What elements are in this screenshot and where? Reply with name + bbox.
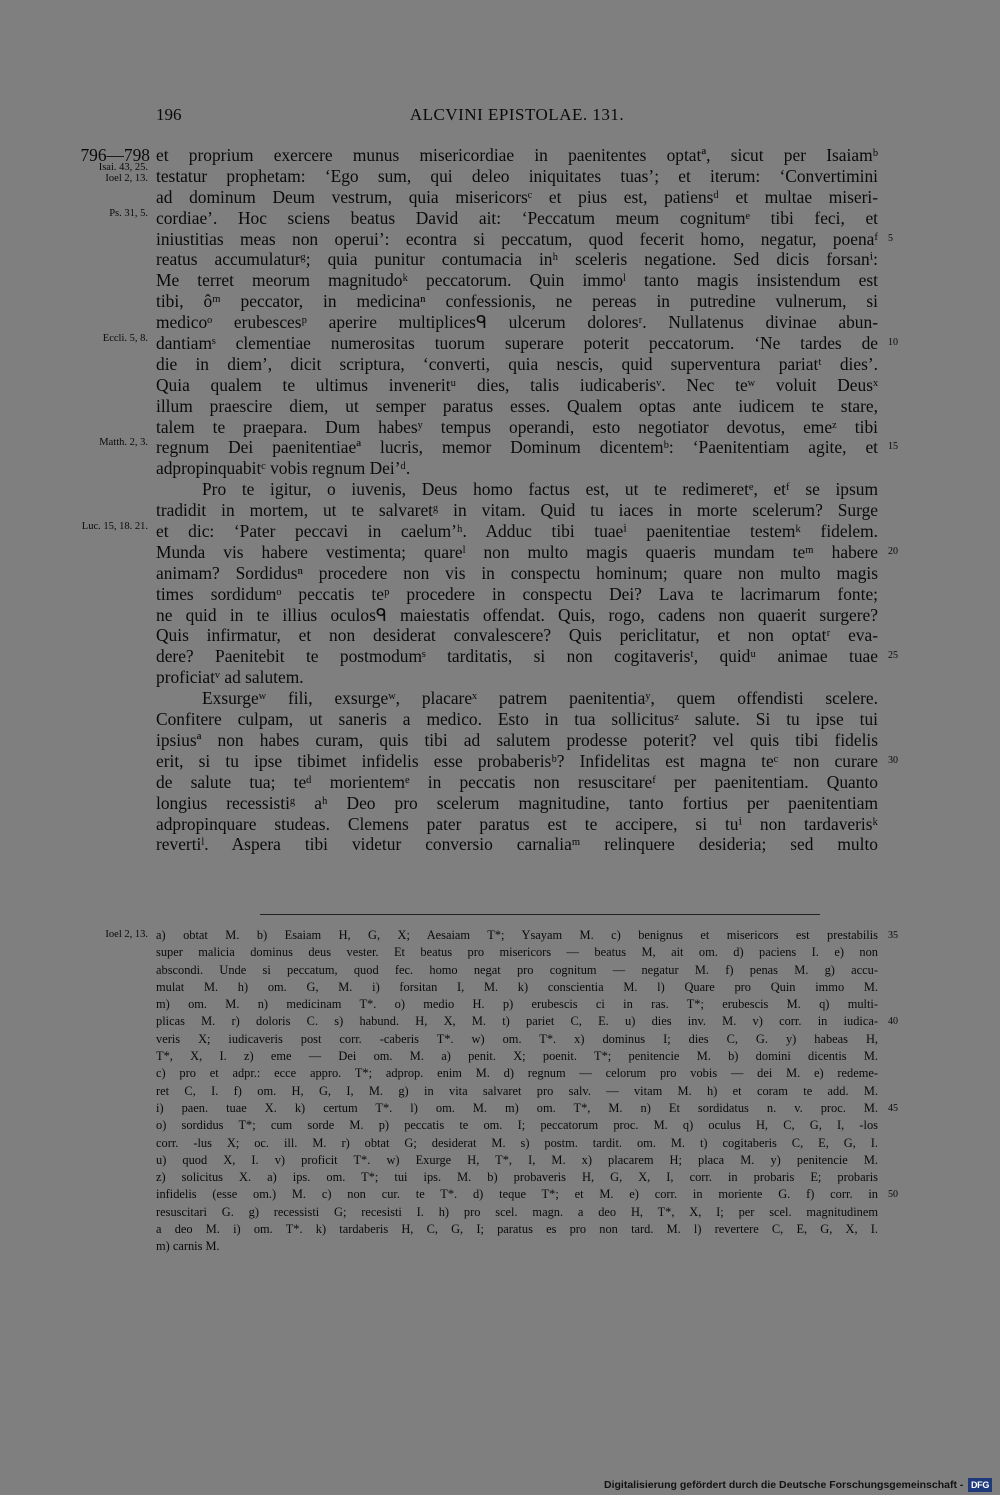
text-line-content: die in diem’, dicit scriptura, ‘converti, quia nescis, quid superventura pariatᵗ dies’. [156,353,878,374]
note-line-content: T*, X, I. z) eme — Dei om. M. a) penit. X; poenit. T*; penitencie M. b) domini dicentis M. [156,1049,878,1064]
text-line [156,709,878,730]
line-number: 25 [888,650,898,662]
text-line-content: proficiatᵛ ad salutem. [156,667,304,688]
note-line [156,1100,898,1117]
text-line-content: regnum Dei paenitentiaeª lucris, memor Dominum dicentemᵇ: ‘Paenitentiam agite, et [156,437,878,458]
line-number: 15 [888,441,898,453]
note-line [156,1238,878,1255]
text-line [98,161,878,187]
scripture-reference: Isai. 43, 25. Ioel 2, 13. [98,161,148,184]
text-line-content: longius recessistiᵍ aʰ Deo pro scelerum magnitudine, tanto fortius per paenitentiam [156,792,878,813]
main-text [80,145,898,855]
text-line-content: Quia qualem te ultimus inveneritᵘ dies, talis iudicaberisᵛ. Nec teʷ voluit Deusˣ [156,374,878,395]
note-line-content: infidelis (esse om.) M. c) non cur. te T*. d) teque T*; et M. e) corr. in moriente G. f) corr. in [156,1187,878,1202]
note-line-content: resuscitari G. g) recessisti G; recesisti I. h) pro scel. magn. a deo H, T*, X, I; per scel. magnitudinem [156,1204,878,1219]
text-line-content: adpropinquare studeas. Clemens pater paratus est te accipere, si tuⁱ non tardaverisᵏ [156,813,878,834]
note-line [156,1048,878,1065]
note-line-content: m) carnis M. [156,1239,220,1254]
text-line-content: tibi, ôᵐ peccator, in medicinaⁿ confessionis, ne pereas in putredine vulnerum, si [156,291,878,312]
page-header [156,105,878,129]
text-line [156,458,878,479]
text-line-content: talem te praepara. Dum habesʸ tempus operandi, esto negotiator devotus, emeᶻ tibi [156,416,878,437]
text-line-content: Pro te igitur, o iuvenis, Deus homo factus est, ut te redimeretᵉ, etᶠ se ipsum [202,479,878,500]
text-line [81,521,878,542]
line-number: 5 [888,232,893,244]
text-line [102,333,898,354]
text-line-content: times sordidumᵒ peccatis teᵖ procedere in conspectu Dei? Lava te lacrimarum fonte; [156,583,878,604]
note-line-content: corr. -lus X; oc. ill. M. r) obtat G; desiderat M. s) postm. tardit. om. M. t) cogitaberis C, E, G, I. [156,1135,878,1150]
note-line [156,979,878,996]
dfg-logo: DFG [968,1478,992,1492]
note-line-content: plicas M. r) doloris C. s) habund. H, X, M. t) pariet C, E. u) dies inv. M. v) corr. in iudica- [156,1014,878,1029]
page-number: 196 [156,105,182,124]
note-line [156,1135,878,1152]
text-line [156,814,878,835]
text-line-content: erit, si tu ipse tibimet infidelis esse probaberisᵇ? Infidelitas est magna teᶜ non curare [156,750,878,771]
text-line [99,437,898,458]
text-line-content: iniustitias meas non operui’: econtra si peccatum, quod fecerit homo, negatur, poenaᶠ [156,228,878,249]
text-line-content: animam? Sordidusⁿ procedere non vis in conspectu hominum; quare non multo magis [156,562,878,583]
scripture-reference: Ioel 2, 13. [105,929,148,940]
note-line-content: a) obtat M. b) Esaiam H, G, X; Aesaiam T*; Ysayam M. c) benignus et misericors est prestabilis [156,928,878,942]
text-line [156,228,893,250]
text-line-content: dere? Paenitebit te postmodumˢ tarditatis, si non cogitaverisᵗ, quidᵘ animae tuae [156,646,878,667]
text-line-content: dantiamˢ clementiae numerositas tuorum superare poterit peccatorum. ‘Ne tardes de [156,333,878,354]
text-line [156,625,878,646]
text-line-content: et dic: ‘Pater peccavi in caelum’ʰ. Adduc tibi tuaeⁱ paenitentiae testemᵏ fidelem. [156,521,878,542]
text-line-content: Confitere culpam, ut saneris a medico. Esto in tua sollicitusᶻ salute. Si tu ipse tui [156,709,878,730]
line-number: 20 [888,545,898,557]
text-line [156,563,878,584]
text-line-content: Munda vis habere vestimenta; quareˡ non multo magis quaeris mundam teᵐ habere [156,541,878,562]
note-line [156,1031,878,1048]
note-line-content: ret C, I. f) om. H, G, I, M. g) in vita salvaret pro salv. — vitam M. h) et coram te add. M. [156,1083,878,1098]
line-number: 45 [888,1102,898,1114]
text-line-content: Exsurgeʷ fili, exsurgeʷ, placareˣ patrem paenitentiaʸ, quem offendisti scelere. [202,688,878,709]
scripture-reference: Matth. 2, 3. [99,437,148,449]
scripture-reference: Eccli. 5, 8. [102,333,148,345]
text-line-content: Me terret meorum magnitudoᵏ peccatorum. Quin immoˡ tanto magis insistendum est [156,270,878,291]
line-number: 35 [888,930,898,941]
text-line-content: ne quid in te illius oculosᑫ maiestatis offendat. Quis, rogo, cadens non quaerit surgere? [156,604,878,625]
note-line [156,1013,898,1030]
note-line-content: z) solicitus X. a) ips. om. T*; tui ips. M. b) probaveris H, G, X, I, corr. in probaris E; probaris [156,1170,878,1185]
text-line [156,500,878,521]
text-line [156,354,878,375]
text-line [156,605,878,626]
apparatus-notes [105,927,898,1256]
text-line-content: de salute tua; teᵈ morientemᵉ in peccatis non resuscitareᶠ per paenitentiam. Quanto [156,771,878,792]
text-line [156,772,878,793]
date-range: 796—798 [80,145,150,165]
note-line-content: o) sordidus T*; cum sorde M. p) peccatis te om. I; peccatorum proc. M. q) oculus H, C, G, I, -los [156,1118,878,1133]
note-line-content: c) pro et adpr.: ecce appro. T*; adprop. enim M. d) regnum — celorum pro vobis — dei M. e) redeme- [156,1066,878,1081]
line-number: 50 [888,1189,898,1201]
funding-text: Digitalisierung gefördert durch die Deutsche Forschungsgemeinschaft - [604,1479,964,1491]
text-line-content: illum praescire diem, ut semper paratus esses. Qualem optas ante iudicem te stare, [156,395,878,416]
text-line [156,834,878,855]
text-line [156,479,878,500]
text-line [156,541,898,563]
text-line-content: testatur prophetam: ‘Ego sum, qui deleo iniquitates tuas’; et iterum: ‘Convertimini [156,165,878,186]
note-line [156,1169,878,1186]
text-line [156,730,878,751]
text-line [156,396,878,417]
text-line-content: ipsiusª non habes curam, quis tibi ad salutem prodesse poterit? vel quis tibi fidelis [156,729,878,750]
text-line [156,667,878,688]
text-line [80,145,878,166]
note-line [156,962,878,979]
note-line [156,1117,878,1134]
text-line-content: et proprium exercere munus misericordiae in paenitentes optatª, sicut per Isaiamᵇ [156,145,878,165]
text-line-content: cordiae’. Hoc sciens beatus David ait: ‘Peccatum meum cognitumᵉ tibi feci, et [156,207,878,228]
note-line-content: m) om. M. n) medicinam T*. o) medio H. p) erubescis ci in ras. T*; erubescis M. q) multi- [156,997,878,1012]
line-number: 10 [888,337,898,349]
footnote-rule [260,914,820,915]
note-line-content: veris X; iudicaveris post corr. -caberis T*. w) om. T*. x) dominus I; dies C, G. y) habeas H, [156,1031,878,1046]
note-line [156,1065,878,1082]
note-line [156,1186,898,1203]
text-line-content: ad dominum Deum vestrum, quia misericorsᶜ et pius est, patiensᵈ et multae miseri- [156,186,878,207]
text-line [109,207,878,229]
text-line-content: reatus accumulaturᵍ; quia punitur contumacia inʰ sceleris negatione. Sed dicis forsanⁱ: [156,249,878,270]
text-line [156,187,878,208]
text-line-content: Quis infirmatur, et non desiderat convalescere? Quis periclitatur, et non optatʳ eva- [156,625,878,646]
text-line [156,793,878,814]
text-line [156,249,878,270]
text-line-content: adpropinquabitᶜ vobis regnum Dei’ᵈ. [156,458,411,479]
line-number: 30 [888,754,898,766]
note-line [156,1221,878,1238]
note-line [156,1083,878,1100]
text-line [156,375,878,396]
note-line-content: super malicia dominus deus vester. Et beatus pro misericors — beatus M, ait om. d) paciens I. e) non [156,945,878,960]
text-line [156,646,898,667]
scripture-reference: Luc. 15, 18. 21. [81,521,148,533]
text-line [156,750,898,772]
note-line [156,1152,878,1169]
text-line [156,291,878,312]
note-line-content: a deo M. i) om. T*. k) tardaberis H, C, G, I; paratus es pro non tard. M. l) revertere C, E, G, X, I. [156,1222,878,1237]
text-line [156,417,878,438]
note-line [156,944,878,961]
note-line-content: i) paen. tuae X. k) certum T*. l) om. M. m) om. T*, M. n) Et sordidatus n. v. proc. M. [156,1100,878,1115]
text-line-content: revertiˡ. Aspera tibi videtur conversio carnaliaᵐ relinquere desideria; sed multo [156,834,878,855]
running-head: ALCVINI EPISTOLAE. 131. [409,105,625,124]
note-line-content: abscondi. Unde si peccatum, quod fec. homo negat pro cognitum — negatur M. f) penas M. g) accu- [156,962,878,977]
text-line [156,688,878,709]
text-line [156,584,878,605]
note-line [156,1204,878,1221]
text-line [156,312,878,333]
note-line [156,996,878,1013]
note-line [105,927,898,944]
funding-footer [604,1479,994,1492]
note-line-content: u) quod X, I. v) proficit T*. w) Exurge H, T*, I, M. x) placarem H; placa M. y) penitencie M. [156,1152,878,1167]
text-line-content: tradidit in mortem, ut te salvaretᵍ in vitam. Quid tu iaces in morte scelerum? Surge [156,500,878,521]
line-number: 40 [888,1016,898,1028]
note-line-content: mulat M. h) om. G, M. i) forsitan I, M. k) conscientia M. l) Quare pro Quin immo M. [156,979,878,994]
text-line [156,270,878,291]
scripture-reference: Ps. 31, 5. [109,207,148,219]
text-line-content: medicoᵒ erubescesᵖ aperire multiplicesᑫ ulcerum doloresʳ. Nullatenus divinae abun- [156,312,878,333]
